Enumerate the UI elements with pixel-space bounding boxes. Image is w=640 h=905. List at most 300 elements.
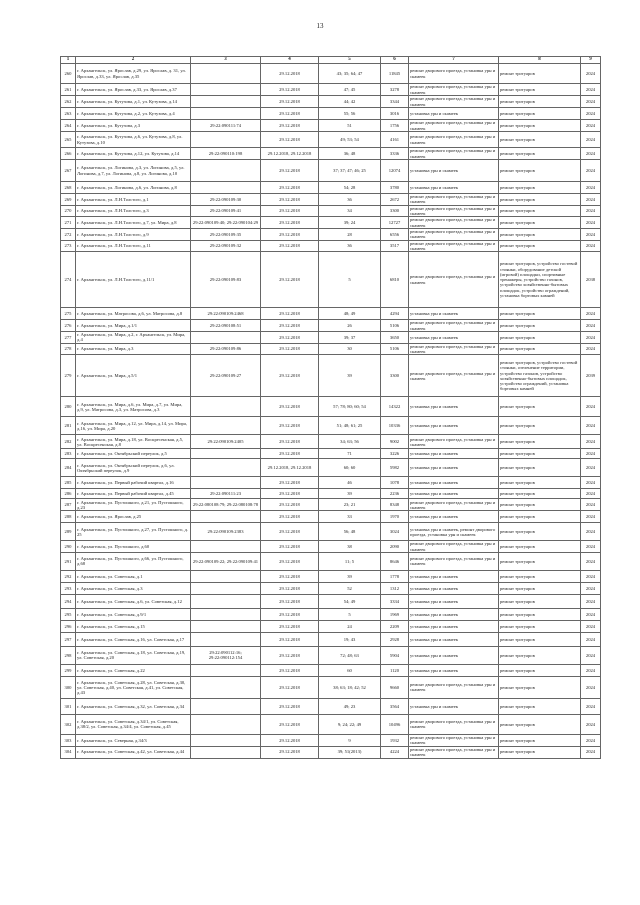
points-cell: 54; 49	[319, 594, 381, 608]
work-description-cell: ремонт дворового проезда, установка урн и скамеек	[409, 746, 499, 758]
row-number: 266	[61, 148, 76, 160]
points-cell: 48; 49	[319, 308, 381, 320]
area-cell: 14322	[381, 397, 409, 417]
cadastral-number-cell: 29:22:090111:74	[191, 120, 261, 132]
cadastral-number-cell: 29:22:090109:22; 29:22:090109:41	[191, 552, 261, 570]
work-description-cell: установка урн и скамеек	[409, 331, 499, 343]
improvement-type-cell: ремонт тротуаров	[499, 343, 581, 355]
date-cell: 29.12.2018, 29.12.2018	[261, 148, 319, 160]
date-cell: 29.12.2018	[261, 676, 319, 698]
points-cell: 47; 45	[319, 84, 381, 96]
row-number: 292	[61, 570, 76, 582]
improvement-type-cell: ремонт тротуаров	[499, 620, 581, 632]
address-cell: г. Архангельск, ул. Л.Н.Толстого, д.11/1	[76, 252, 191, 308]
points-cell: 28	[319, 229, 381, 241]
row-number: 298	[61, 646, 76, 664]
work-description-cell: ремонт дворового проезда, установка урн и скамеек	[409, 714, 499, 734]
address-cell: г. Архангельск, ул. Советская, д.3	[76, 582, 191, 594]
year-cell: 2024	[581, 148, 601, 160]
cadastral-number-cell: 29:22:090109:83	[191, 252, 261, 308]
points-cell: 51; 48; 61; 25	[319, 417, 381, 435]
cadastral-number-cell	[191, 96, 261, 108]
work-description-cell: ремонт дворового проезда, установка урн и скамеек	[409, 499, 499, 511]
header-cell: 4	[261, 57, 319, 64]
year-cell: 2024	[581, 343, 601, 355]
improvement-type-cell: ремонт тротуаров	[499, 676, 581, 698]
cadastral-number-cell	[191, 160, 261, 182]
work-description-cell: ремонт дворового проезда, установка урн и скамеек	[409, 435, 499, 449]
work-description-cell: установка урн и скамеек	[409, 594, 499, 608]
area-cell: 12074	[381, 160, 409, 182]
row-number: 279	[61, 355, 76, 397]
points-cell: 5	[319, 252, 381, 308]
date-cell: 29.12.2018	[261, 252, 319, 308]
year-cell: 2024	[581, 449, 601, 459]
date-cell: 29.12.2018	[261, 132, 319, 148]
area-cell: 3780	[381, 182, 409, 194]
area-cell: 4161	[381, 132, 409, 148]
table-row	[61, 417, 601, 435]
work-description-cell: установка урн и скамеек	[409, 620, 499, 632]
year-cell: 2024	[581, 582, 601, 594]
address-cell: г. Архангельск, ул. Логинова, д.3, ул. Логинова, д.5, ул. Логинова, д.7, ул. Логинова, д.8, ул. Логинова, д.10	[76, 160, 191, 182]
date-cell: 29.12.2018	[261, 84, 319, 96]
cadastral-number-cell: 29:22:090109:41	[191, 205, 261, 217]
address-cell: г. Архангельск, ул. Л.Н.Толстого, д.11	[76, 240, 191, 252]
cadastral-number-cell	[191, 84, 261, 96]
date-cell: 29.12.2018	[261, 182, 319, 194]
points-cell: 5	[319, 608, 381, 620]
improvement-type-cell: ремонт тротуаров	[499, 459, 581, 477]
address-cell: г. Архангельск, ул. Ярослав, д.33, ул. Ярослав, д.37	[76, 84, 191, 96]
row-number: 284	[61, 459, 76, 477]
row-number: 264	[61, 120, 76, 132]
row-number: 262	[61, 96, 76, 108]
row-number: 273	[61, 240, 76, 252]
improvement-type-cell: ремонт тротуаров	[499, 96, 581, 108]
cadastral-number-cell: 29:22:090109:2405	[191, 435, 261, 449]
date-cell: 29.12.2018	[261, 64, 319, 84]
date-cell: 29.12.2018	[261, 552, 319, 570]
points-cell: 49; 53; 54	[319, 132, 381, 148]
points-cell: 24	[319, 620, 381, 632]
work-description-cell: установка урн и скамеек	[409, 608, 499, 620]
improvement-type-cell: ремонт тротуаров	[499, 499, 581, 511]
address-cell: г. Архангельск, ул. Ярослав, д.25	[76, 511, 191, 523]
table-row	[61, 698, 601, 714]
year-cell: 2024	[581, 664, 601, 676]
work-description-cell: ремонт дворового проезда, установка урн и скамеек	[409, 148, 499, 160]
year-cell: 2038	[581, 252, 601, 308]
date-cell: 29.12.2018	[261, 620, 319, 632]
header-cell: 2	[76, 57, 191, 64]
table-row	[61, 252, 601, 308]
date-cell: 29.12.2018	[261, 120, 319, 132]
improvement-type-cell: ремонт тротуаров	[499, 511, 581, 523]
area-cell: 5904	[381, 646, 409, 664]
area-cell: 3336	[381, 148, 409, 160]
points-cell: 19; 43	[319, 632, 381, 646]
improvement-type-cell: ремонт тротуаров, устройство гостевой стоянки, озеленение территории, устройство газонов, устройство хозяйственно-бытовых площадок, устройство ограждений, установка бортовых камней	[499, 355, 581, 397]
points-cell: 44; 42	[319, 96, 381, 108]
row-number: 293	[61, 582, 76, 594]
row-number: 290	[61, 541, 76, 553]
work-description-cell: ремонт дворового проезда, установка урн и скамеек	[409, 240, 499, 252]
points-cell: 60; 60	[319, 459, 381, 477]
cadastral-number-cell	[191, 608, 261, 620]
row-number: 287	[61, 499, 76, 511]
points-cell: 36	[319, 194, 381, 206]
table-row	[61, 552, 601, 570]
work-description-cell: ремонт дворового проезда, установка урн и скамеек	[409, 84, 499, 96]
table-row	[61, 217, 601, 229]
improvement-type-cell: ремонт тротуаров	[499, 182, 581, 194]
cadastral-number-cell: 29:22:090108:51	[191, 320, 261, 332]
points-cell: 55; 56	[319, 108, 381, 120]
work-description-cell: ремонт дворового проезда, установка урн и скамеек	[409, 541, 499, 553]
work-description-cell: ремонт дворового проезда, установка урн и скамеек	[409, 64, 499, 84]
cadastral-number-cell: 29:22:090109:86	[191, 343, 261, 355]
cadastral-number-cell	[191, 632, 261, 646]
table-row	[61, 160, 601, 182]
improvement-type-cell: ремонт тротуаров, устройство гостевой стоянки, оборудование детской (игровой) площадки, спортивные тренажеры, устройство газонов, устройство хозяйственно-бытовых площадок, устройство ограждений, установка бортовых камней	[499, 252, 581, 308]
address-cell: г. Архангельск, ул. Кутузова, д.12, ул. Кутузова, д.14	[76, 148, 191, 160]
header-cell: 9	[581, 57, 601, 64]
work-description-cell: установка урн и скамеек	[409, 182, 499, 194]
work-description-cell: ремонт дворового проезда, установка урн и скамеек	[409, 252, 499, 308]
address-cell: г. Архангельск, ул. Кутузова, д.6, ул. Кутузова, д.8, ул. Кутузова, д.10	[76, 132, 191, 148]
cadastral-number-cell	[191, 459, 261, 477]
improvement-type-cell: ремонт тротуаров	[499, 582, 581, 594]
date-cell: 29.12.2018	[261, 698, 319, 714]
area-cell: 1120	[381, 664, 409, 676]
points-cell: 39	[319, 355, 381, 397]
date-cell: 29.12.2018	[261, 477, 319, 489]
cadastral-number-cell: 29:22:090109:2383	[191, 523, 261, 541]
date-cell: 29.12.2018	[261, 229, 319, 241]
cadastral-number-cell	[191, 734, 261, 746]
points-cell: 36	[319, 240, 381, 252]
address-cell: г. Архангельск, ул. Первый рабочий квартал, д.16	[76, 477, 191, 489]
row-number: 270	[61, 205, 76, 217]
area-cell: 9660	[381, 676, 409, 698]
table-row	[61, 96, 601, 108]
header-cell: 7	[409, 57, 499, 64]
date-cell: 29.12.2018	[261, 664, 319, 676]
table-row	[61, 449, 601, 459]
cadastral-number-cell	[191, 698, 261, 714]
points-cell: 9; 24; 22; 49	[319, 714, 381, 734]
area-cell: 1756	[381, 120, 409, 132]
points-cell: 33	[319, 511, 381, 523]
work-description-cell: ремонт дворового проезда, установка урн и скамеек	[409, 229, 499, 241]
points-cell: 71	[319, 449, 381, 459]
cadastral-number-cell: 29:22:090109:40; 29:22:090104:29	[191, 217, 261, 229]
year-cell: 2024	[581, 698, 601, 714]
work-description-cell: установка урн и скамеек	[409, 449, 499, 459]
improvement-type-cell: ремонт тротуаров	[499, 714, 581, 734]
address-cell: г. Архангельск, ул. Северная, д.34/3	[76, 734, 191, 746]
table-row	[61, 355, 601, 397]
address-cell: г. Архангельск, ул. Кутузова, д.2, ул. Кутузова, д.4	[76, 108, 191, 120]
table-row	[61, 84, 601, 96]
header-cell: 6	[381, 57, 409, 64]
row-number: 289	[61, 523, 76, 541]
work-description-cell: ремонт дворового проезда, установка урн и скамеек	[409, 205, 499, 217]
year-cell: 2024	[581, 523, 601, 541]
improvement-type-cell: ремонт тротуаров	[499, 108, 581, 120]
row-number: 269	[61, 194, 76, 206]
improvement-type-cell: ремонт тротуаров	[499, 570, 581, 582]
table-row	[61, 582, 601, 594]
area-cell: 10336	[381, 417, 409, 435]
work-description-cell: ремонт дворового проезда, установка урн и скамеек	[409, 343, 499, 355]
work-description-cell: установка урн и скамеек	[409, 417, 499, 435]
year-cell: 2024	[581, 320, 601, 332]
row-number: 274	[61, 252, 76, 308]
improvement-type-cell: ремонт тротуаров	[499, 132, 581, 148]
header-cell: 3	[191, 57, 261, 64]
row-number: 301	[61, 698, 76, 714]
date-cell: 29.12.2018	[261, 355, 319, 397]
improvement-type-cell: ремонт тротуаров	[499, 541, 581, 553]
date-cell: 29.12.2018	[261, 160, 319, 182]
row-number: 291	[61, 552, 76, 570]
row-number: 278	[61, 343, 76, 355]
date-cell: 29.12.2018	[261, 746, 319, 758]
date-cell: 29.12.2018	[261, 205, 319, 217]
work-description-cell: ремонт дворового проезда, установка урн и скамеек	[409, 194, 499, 206]
address-cell: г. Архангельск, ул. Советская, д.18, ул. Советская, д.19, ул. Советская, д.20	[76, 646, 191, 664]
table-row	[61, 632, 601, 646]
row-number: 286	[61, 489, 76, 499]
improvement-type-cell: ремонт тротуаров	[499, 84, 581, 96]
cadastral-number-cell: 29:22:090109:30	[191, 194, 261, 206]
improvement-type-cell: ремонт тротуаров	[499, 160, 581, 182]
cadastral-number-cell: 29:22:080108:79; 29:22:080108:78	[191, 499, 261, 511]
work-description-cell: установка урн и скамеек	[409, 308, 499, 320]
address-cell: г. Архангельск, ул. Пустошного, д.60	[76, 541, 191, 553]
date-cell: 29.12.2018	[261, 217, 319, 229]
address-cell: г. Архангельск, ул. Советская, д.6, ул. Советская, д.12	[76, 594, 191, 608]
year-cell: 2024	[581, 397, 601, 417]
year-cell: 2024	[581, 608, 601, 620]
year-cell: 2024	[581, 435, 601, 449]
table-row	[61, 343, 601, 355]
points-cell: 11; 5	[319, 552, 381, 570]
improvement-type-cell: ремонт тротуаров	[499, 64, 581, 84]
area-cell: 4294	[381, 308, 409, 320]
points-cell: 43; 35; 64; 47	[319, 64, 381, 84]
work-description-cell: установка урн и скамеек	[409, 632, 499, 646]
improvement-type-cell: ремонт тротуаров	[499, 331, 581, 343]
points-cell: 39	[319, 489, 381, 499]
area-cell: 1312	[381, 582, 409, 594]
area-cell: 8348	[381, 499, 409, 511]
row-number: 261	[61, 84, 76, 96]
table-row	[61, 459, 601, 477]
address-cell: г. Архангельск, ул. Советская, д.22	[76, 664, 191, 676]
points-cell: 39; 51(2013)	[319, 746, 381, 758]
area-cell: 3334	[381, 594, 409, 608]
table-row	[61, 664, 601, 676]
cadastral-number-cell	[191, 108, 261, 120]
points-cell: 37; 37; 47; 46; 25	[319, 160, 381, 182]
year-cell: 2024	[581, 489, 601, 499]
year-cell: 2024	[581, 714, 601, 734]
points-cell: 46	[319, 477, 381, 489]
address-cell: г. Архангельск, ул. Пустошного, д.27, ул. Пустошного, д. 25	[76, 523, 191, 541]
date-cell: 29.12.2018	[261, 194, 319, 206]
improvement-type-cell: ремонт тротуаров	[499, 397, 581, 417]
year-cell: 2024	[581, 511, 601, 523]
year-cell: 2024	[581, 620, 601, 632]
cadastral-number-cell	[191, 676, 261, 698]
date-cell: 29.12.2018	[261, 582, 319, 594]
date-cell: 29.12.2018	[261, 511, 319, 523]
row-number: 280	[61, 397, 76, 417]
date-cell: 29.12.2018	[261, 523, 319, 541]
year-cell: 2024	[581, 240, 601, 252]
table-row	[61, 477, 601, 489]
row-number: 263	[61, 108, 76, 120]
area-cell: 3650	[381, 331, 409, 343]
area-cell: 3300	[381, 355, 409, 397]
work-description-cell: ремонт дворового проезда, установка урн и скамеек	[409, 96, 499, 108]
area-cell: 1969	[381, 608, 409, 620]
points-cell: 56; 48	[319, 523, 381, 541]
address-cell: г. Архангельск, ул. Советская, д.9/1	[76, 608, 191, 620]
cadastral-number-cell	[191, 477, 261, 489]
points-cell: 36; 48	[319, 148, 381, 160]
cadastral-number-cell	[191, 594, 261, 608]
area-cell: 3024	[381, 523, 409, 541]
improvement-type-cell: ремонт тротуаров	[499, 194, 581, 206]
table-row	[61, 646, 601, 664]
row-number: 285	[61, 477, 76, 489]
table-row	[61, 194, 601, 206]
table-row	[61, 594, 601, 608]
table-row	[61, 320, 601, 332]
work-description-cell: установка урн и скамеек, ремонт дворового проезда, установка урн и скамеек	[409, 523, 499, 541]
points-cell: 34; 63; 56	[319, 435, 381, 449]
address-cell: г. Архангельск, ул. Советская, д.42, ул. Советская, д.44	[76, 746, 191, 758]
row-number: 297	[61, 632, 76, 646]
area-cell: 5106	[381, 320, 409, 332]
year-cell: 2024	[581, 194, 601, 206]
header-cell: 8	[499, 57, 581, 64]
row-number: 303	[61, 734, 76, 746]
row-number: 283	[61, 449, 76, 459]
date-cell: 29.12.2018	[261, 632, 319, 646]
area-cell: 9002	[381, 435, 409, 449]
work-description-cell: установка урн и скамеек	[409, 477, 499, 489]
cadastral-number-cell	[191, 541, 261, 553]
row-number: 282	[61, 435, 76, 449]
page-number: 13	[316, 22, 324, 30]
area-cell: 3344	[381, 96, 409, 108]
date-cell: 29.12.2018	[261, 714, 319, 734]
cadastral-number-cell: 29:22:090109:32	[191, 240, 261, 252]
row-number: 276	[61, 320, 76, 332]
table-header-row	[61, 57, 601, 64]
year-cell: 2024	[581, 499, 601, 511]
header-cell: 1	[61, 57, 76, 64]
row-number: 260	[61, 64, 76, 84]
cadastral-number-cell: 29:22:090109:27	[191, 355, 261, 397]
row-number: 288	[61, 511, 76, 523]
work-description-cell: установка урн и скамеек	[409, 570, 499, 582]
table-row	[61, 229, 601, 241]
year-cell: 2024	[581, 217, 601, 229]
date-cell: 29.12.2018	[261, 417, 319, 435]
improvement-type-cell: ремонт тротуаров	[499, 523, 581, 541]
points-cell: 39	[319, 570, 381, 582]
address-cell: г. Архангельск, ул. Мира, д.6, ул. Мира, д.7, ул. Мира, д.9, ул. Матросова, д.3, ул. Матросова, д.3	[76, 397, 191, 417]
date-cell: 29.12.2018, 29.12.2018	[261, 459, 319, 477]
area-cell: 1970	[381, 511, 409, 523]
area-cell: 2209	[381, 620, 409, 632]
year-cell: 2024	[581, 331, 601, 343]
area-cell: 3016	[381, 108, 409, 120]
year-cell: 2024	[581, 205, 601, 217]
year-cell: 2024	[581, 308, 601, 320]
year-cell: 2024	[581, 477, 601, 489]
cadastral-number-cell: 29:22:090109:35	[191, 229, 261, 241]
cadastral-number-cell	[191, 511, 261, 523]
date-cell: 29.12.2018	[261, 570, 319, 582]
row-number: 300	[61, 676, 76, 698]
table-row	[61, 64, 601, 84]
work-description-cell: установка урн и скамеек	[409, 160, 499, 182]
area-cell: 1078	[381, 477, 409, 489]
work-description-cell: ремонт дворового проезда, установка урн и скамеек	[409, 355, 499, 397]
cadastral-number-cell	[191, 397, 261, 417]
address-cell: г. Архангельск, ул. Советская, д.28, ул. Советская, д.30, ул. Советская, д.40, ул. Советская, д.41, ул. Советская, д.43	[76, 676, 191, 698]
table-row	[61, 120, 601, 132]
points-cell: 23; 21	[319, 499, 381, 511]
improvement-type-cell: ремонт тротуаров	[499, 632, 581, 646]
row-number: 302	[61, 714, 76, 734]
table-row	[61, 397, 601, 417]
work-description-cell: установка урн и скамеек	[409, 397, 499, 417]
address-cell: г. Архангельск, ул. Советская, д.34/1, ул. Советская, д.38/2, ул. Советская, д.34/4, ул. Советская, д.45	[76, 714, 191, 734]
year-cell: 2024	[581, 160, 601, 182]
points-cell: 39; 37	[319, 331, 381, 343]
area-cell: 4224	[381, 746, 409, 758]
improvement-type-cell: ремонт тротуаров	[499, 435, 581, 449]
area-cell: 12727	[381, 217, 409, 229]
improvement-type-cell: ремонт тротуаров	[499, 240, 581, 252]
points-cell: 60	[319, 664, 381, 676]
date-cell: 29.12.2018	[261, 435, 319, 449]
improvement-type-cell: ремонт тротуаров	[499, 229, 581, 241]
work-description-cell: установка урн и скамеек	[409, 489, 499, 499]
row-number: 294	[61, 594, 76, 608]
cadastral-number-cell	[191, 182, 261, 194]
cadastral-number-cell	[191, 449, 261, 459]
cadastral-number-cell	[191, 570, 261, 582]
cadastral-number-cell	[191, 132, 261, 148]
table-row	[61, 308, 601, 320]
work-description-cell: установка урн и скамеек	[409, 582, 499, 594]
date-cell: 29.12.2018	[261, 308, 319, 320]
address-cell: г. Архангельск, ул. Матросова, д.6, ул. Матросова, д.8	[76, 308, 191, 320]
cadastral-number-cell: 29:22:090110:198	[191, 148, 261, 160]
address-cell: г. Архангельск, ул. Мира, д.3	[76, 343, 191, 355]
cadastral-number-cell	[191, 714, 261, 734]
area-cell: 3517	[381, 240, 409, 252]
